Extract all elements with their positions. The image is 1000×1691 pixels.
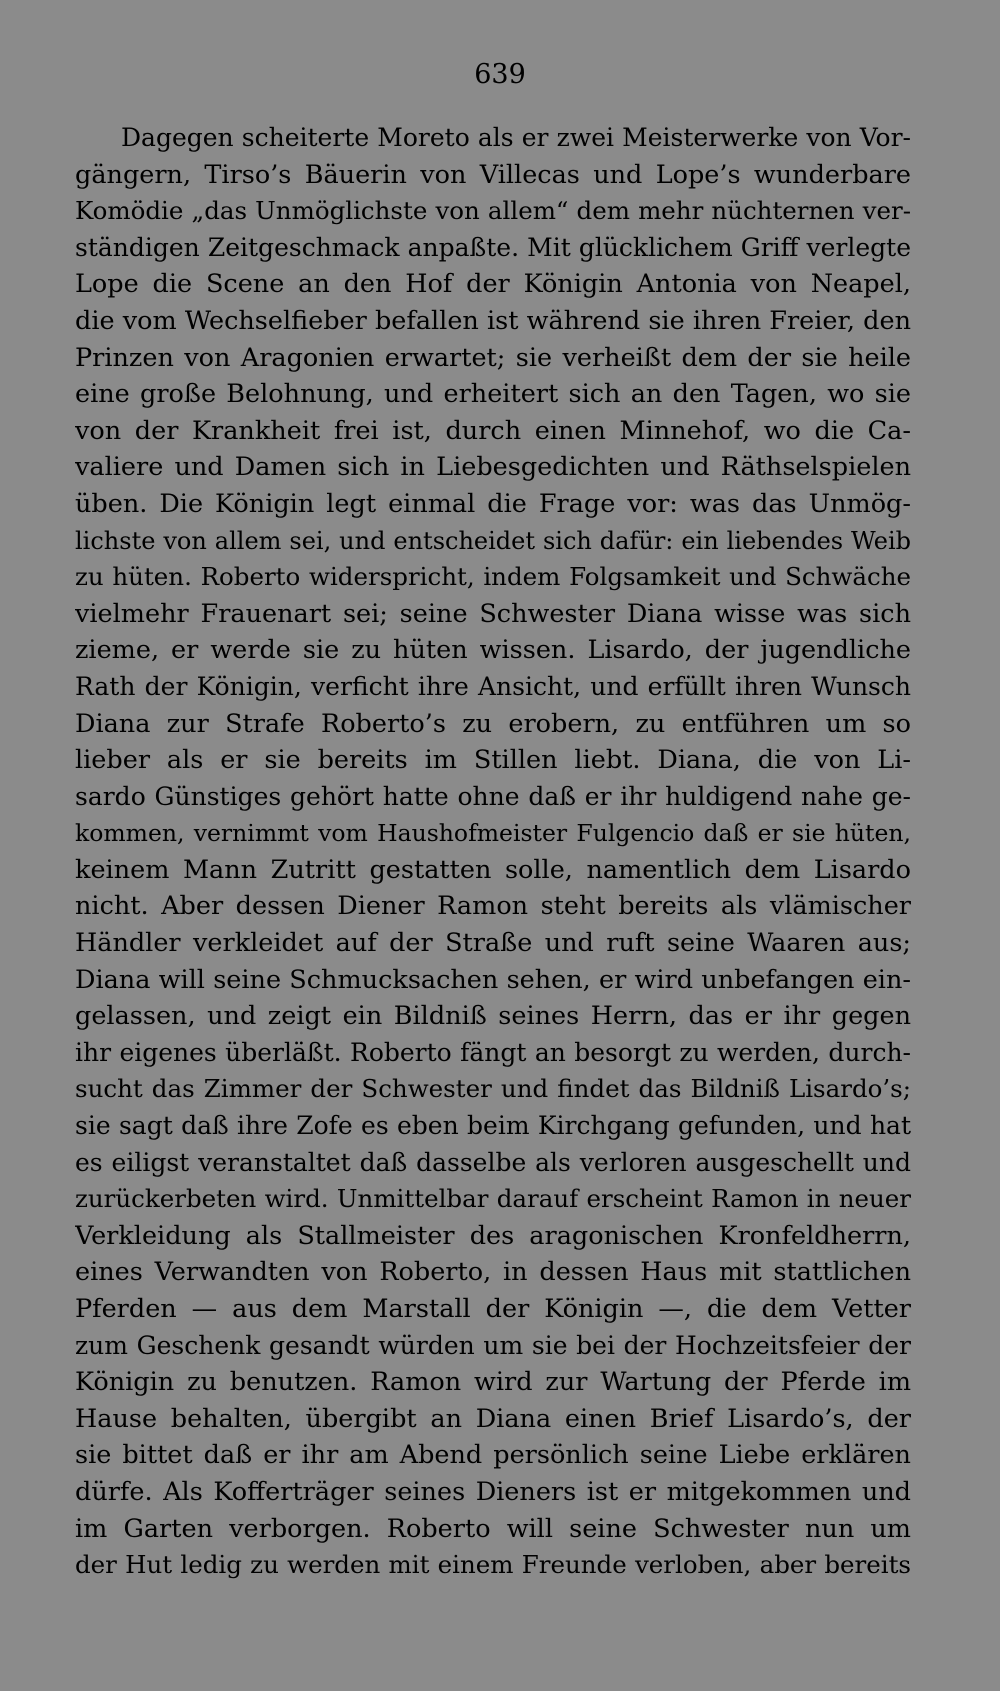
text-line: sardo Günstiges gehört hatte ohne daß er ihr huldigend nahe ge-	[75, 781, 911, 811]
body-text	[75, 120, 911, 1584]
text-line: ständigen Zeitgeschmack anpaßte. Mit glücklichem Griff verlegte	[75, 232, 911, 262]
text-line: gängern, Tirso’s Bäuerin von Villecas und Lope’s wunderbare	[75, 159, 911, 190]
text-line: keinem Mann Zutritt gestatten solle, namentlich dem Lisardo	[75, 854, 911, 885]
text-line: Händler verkleidet auf der Straße und ruft seine Waaren aus;	[75, 928, 911, 959]
text-line: sie bittet daß er ihr am Abend persönlich seine Liebe erklären	[75, 1440, 911, 1471]
text-line: Hause behalten, übergibt an Diana einen Brief Lisardo’s, der	[75, 1403, 911, 1434]
text-line: von der Krankheit frei ist, durch einen Minnehof, wo die Ca-	[75, 415, 911, 446]
text-line: ihr eigenes überläßt. Roberto fängt an besorgt zu werden, durch-	[75, 1037, 911, 1067]
text-line: sucht das Zimmer der Schwester und findet das Bildniß Lisardo’s;	[75, 1074, 911, 1104]
text-line: Rath der Königin, verficht ihre Ansicht, und erfüllt ihren Wunsch	[75, 671, 911, 701]
text-line: üben. Die Königin legt einmal die Frage vor: was das Unmög-	[75, 488, 911, 519]
text-line: dürfe. Als Kofferträger seines Dieners ist er mitgekommen und	[75, 1476, 911, 1507]
text-line: Diana zur Strafe Roberto’s zu erobern, zu entführen um so	[75, 708, 911, 739]
text-line: Diana will seine Schmucksachen sehen, er wird unbefangen ein-	[75, 964, 911, 995]
text-line: zu hüten. Roberto widerspricht, indem Folgsamkeit und Schwäche	[75, 562, 911, 592]
text-line: Prinzen von Aragonien erwartet; sie verheißt dem der sie heile	[75, 342, 911, 373]
text-line: lieber als er sie bereits im Stillen liebt. Diana, die von Li-	[75, 745, 911, 776]
text-line: zum Geschenk gesandt würden um sie bei der Hochzeitsfeier der	[75, 1330, 911, 1360]
text-line: lichste von allem sei, und entscheidet sich dafür: ein liebendes Weib	[75, 526, 911, 555]
text-line: Dagegen scheiterte Moreto als er zwei Meisterwerke von Vor-	[121, 123, 911, 152]
text-line: der Hut ledig zu werden mit einem Freunde verloben, aber bereits	[75, 1550, 911, 1580]
text-line: valiere und Damen sich in Liebesgedichten und Räthselspielen	[75, 452, 911, 483]
text-line: es eiligst veranstaltet daß dasselbe als verloren ausgeschellt und	[75, 1147, 911, 1177]
text-line: die vom Wechselfieber befallen ist während sie ihren Freier, den	[75, 305, 911, 336]
text-line: Lope die Scene an den Hof der Königin Antonia von Neapel,	[75, 269, 911, 300]
text-line: Komödie „das Unmöglichste von allem“ dem mehr nüchternen ver-	[75, 196, 911, 226]
page-number: 639	[474, 59, 526, 90]
text-line: sie sagt daß ihre Zofe es eben beim Kirchgang gefunden, und hat	[75, 1111, 911, 1141]
text-line: Königin zu benutzen. Ramon wird zur Wartung der Pferde im	[75, 1367, 911, 1398]
text-line: kommen, vernimmt vom Haushofmeister Fulgencio daß er sie hüten,	[75, 819, 911, 848]
text-line: Verkleidung als Stallmeister des aragonischen Kronfeldherrn,	[75, 1220, 911, 1251]
text-line: im Garten verborgen. Roberto will seine Schwester nun um	[75, 1513, 911, 1544]
text-line: zurückerbeten wird. Unmittelbar darauf erscheint Ramon in neuer	[75, 1184, 911, 1214]
text-line: vielmehr Frauenart sei; seine Schwester Diana wisse was sich	[75, 598, 911, 629]
text-line: eine große Belohnung, und erheitert sich an den Tagen, wo sie	[75, 379, 911, 410]
text-line: Pferden — aus dem Marstall der Königin —, die dem Vetter	[75, 1294, 911, 1324]
text-line: eines Verwandten von Roberto, in dessen Haus mit stattlichen	[75, 1257, 911, 1288]
text-line: gelassen, und zeigt ein Bildniß seines Herrn, das er ihr gegen	[75, 1001, 911, 1032]
text-line: nicht. Aber dessen Diener Ramon steht bereits als vlämischer	[75, 891, 911, 922]
text-line: zieme, er werde sie zu hüten wissen. Lisardo, der jugendliche	[75, 635, 911, 666]
